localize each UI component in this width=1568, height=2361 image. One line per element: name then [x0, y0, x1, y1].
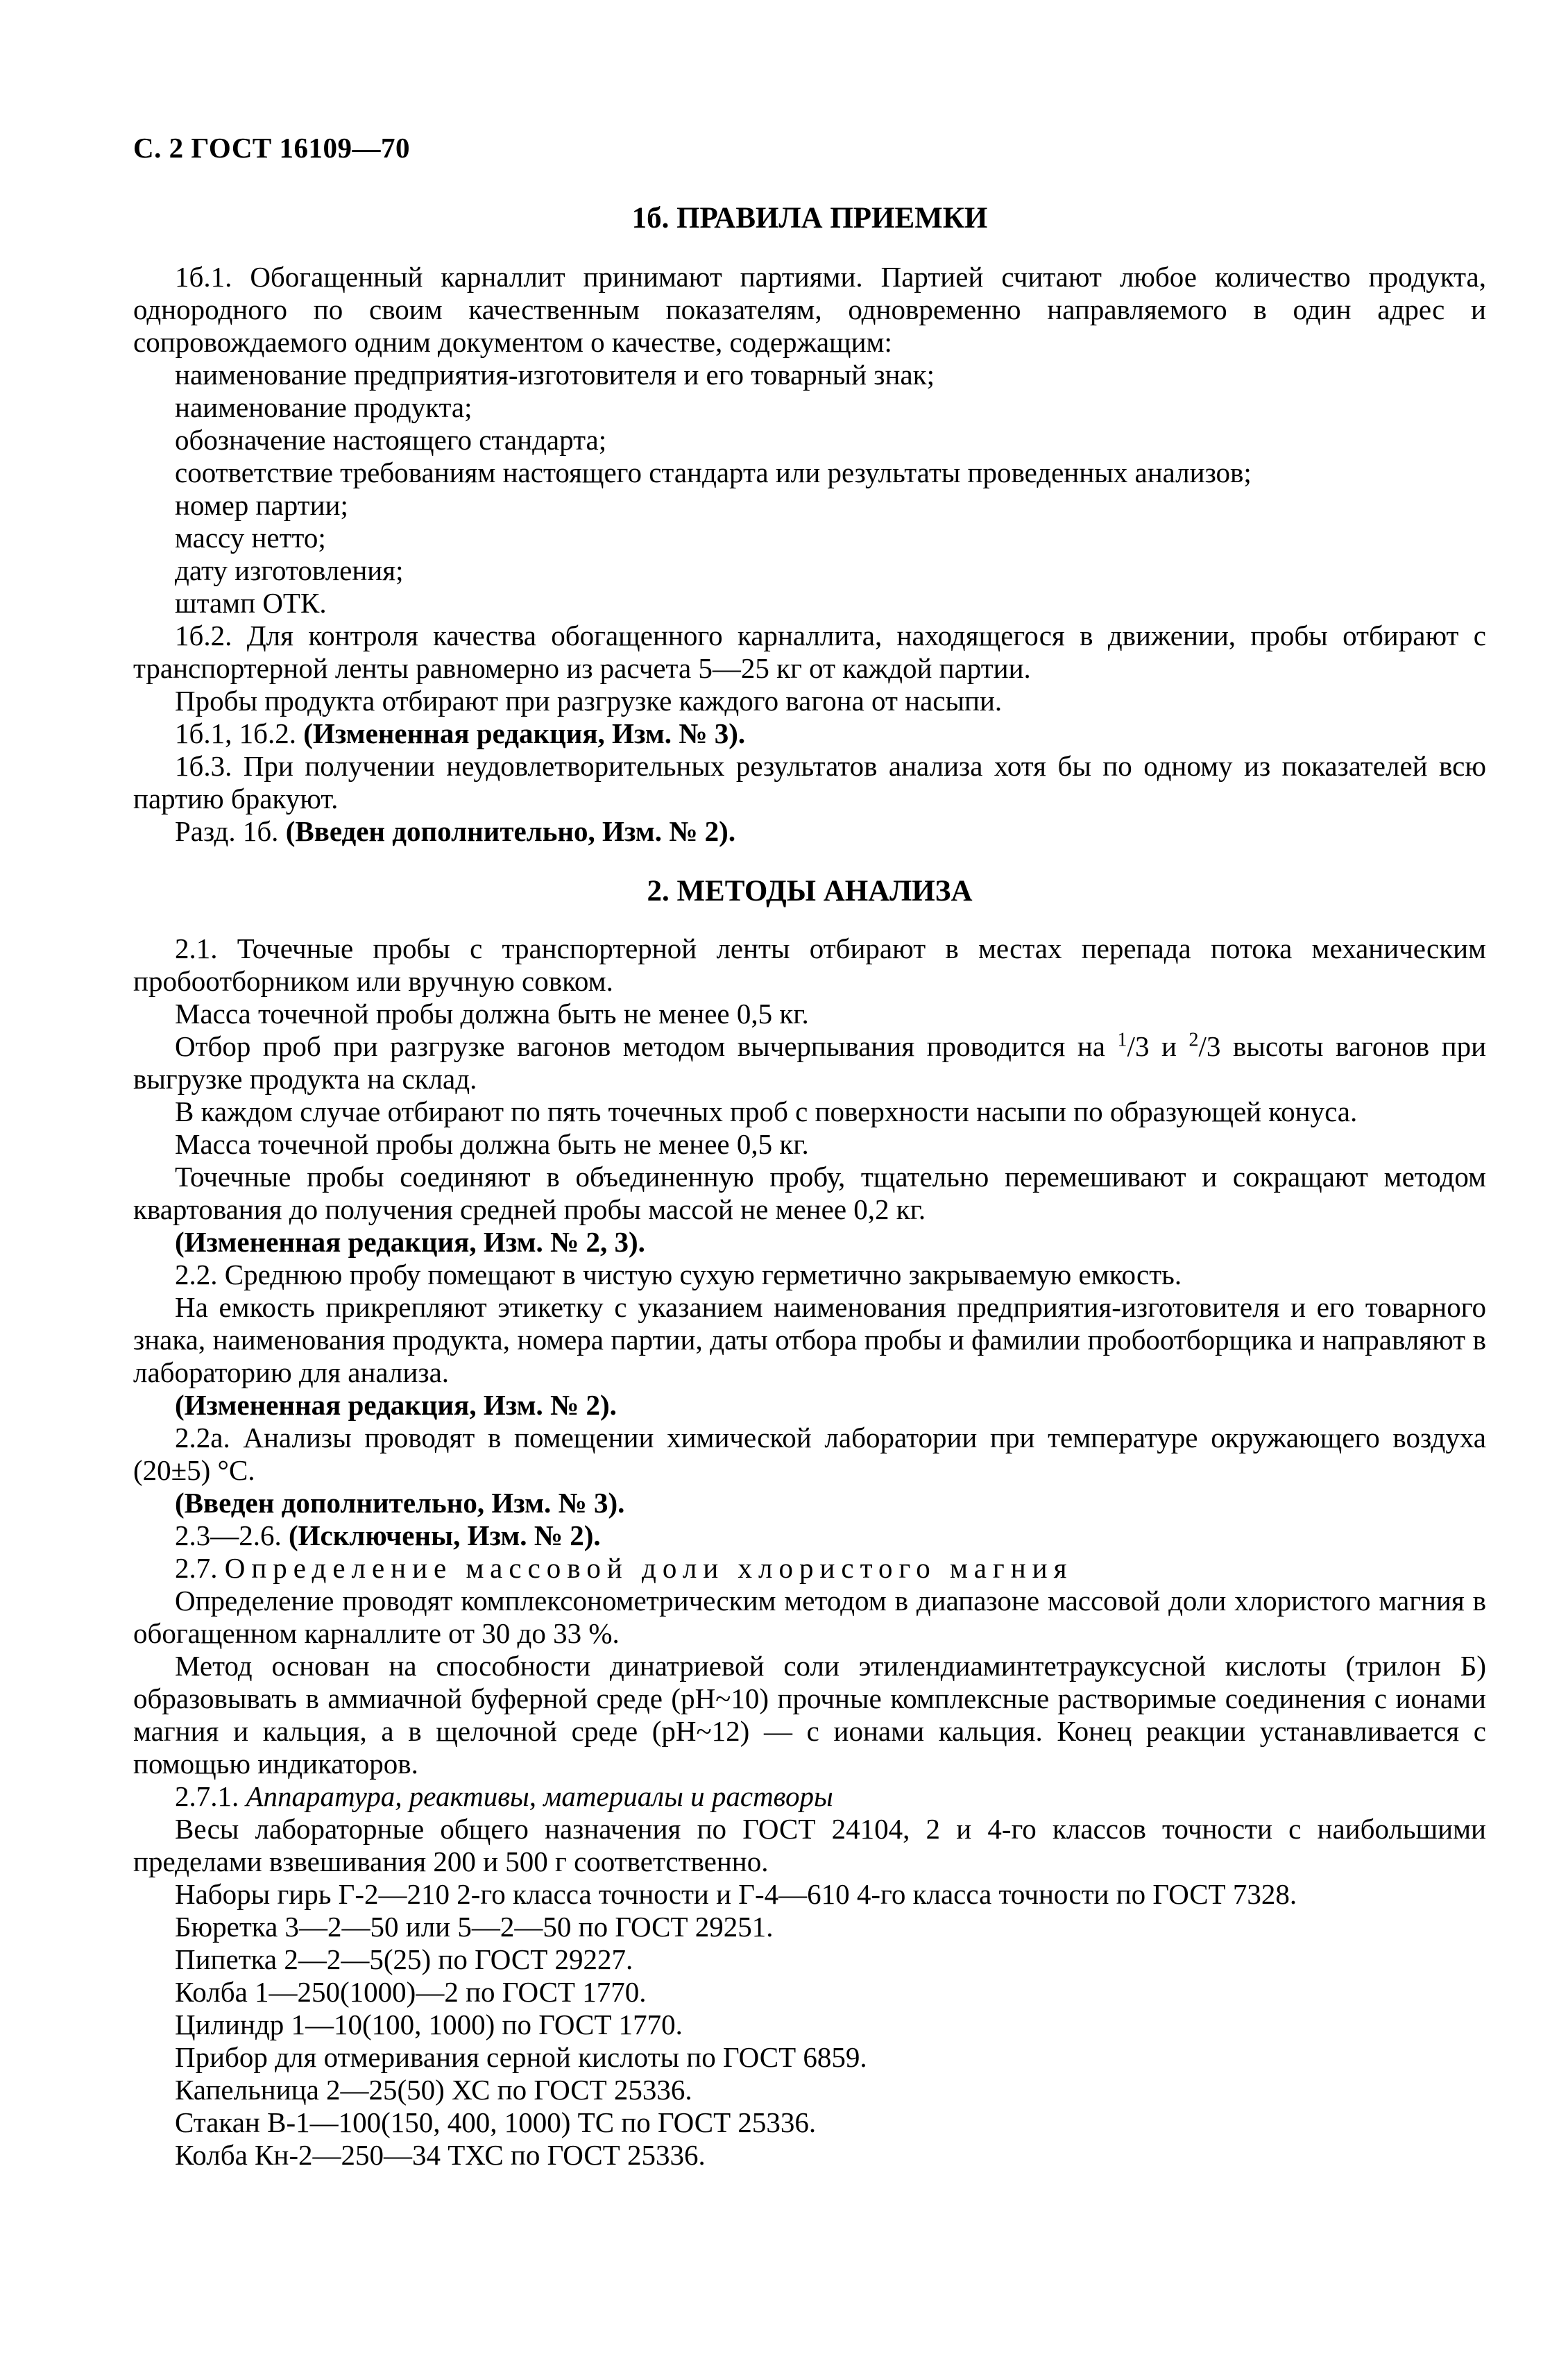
fraction-numerator: 2	[1188, 1029, 1199, 1051]
fraction-denominator: /3	[1127, 1030, 1150, 1062]
paragraph-2-7-1	[133, 1780, 1486, 1813]
equipment-item: Колба 1—250(1000)—2 по ГОСТ 1770.	[175, 1976, 647, 2008]
clause-number: 2.7.1.	[175, 1780, 239, 1812]
subsection-title: Определение массовой доли хлористого магния	[224, 1552, 1073, 1584]
clause-reference: Разд. 1б.	[175, 815, 279, 847]
equipment-item: Пипетка 2—2—5(25) по ГОСТ 29227.	[175, 1943, 633, 1975]
paragraph-method: Определение проводят комплексонометрическим методом в диапазоне массовой доли хлористого магния в обогащенном карналлите от 30 до 33 %.	[133, 1585, 1486, 1649]
paragraph-2-2a: 2.2а. Анализы проводят в помещении химической лаборатории при температуре окружающего воздуха (20±5) °С.	[133, 1422, 1486, 1486]
paragraph-scales: Весы лабораторные общего назначения по ГОСТ 24104, 2 и 4-го классов точности с наибольшими пределами взвешивания 200 и 500 г соответственно.	[133, 1813, 1486, 1877]
list-item: штамп ОТК.	[175, 587, 327, 619]
paragraph-amendment-1b	[133, 717, 1486, 750]
paragraph-2-3	[133, 1519, 1486, 1552]
list-item: номер партии;	[175, 489, 348, 521]
fraction-denominator: /3	[1198, 1030, 1221, 1062]
paragraph-five-samples: В каждом случае отбирают по пять точечных проб с поверхности насыпи по образующей конуса.	[175, 1096, 1358, 1127]
amendment-note: (Измененная редакция, Изм. № 2).	[175, 1389, 617, 1421]
text-column	[133, 201, 1486, 2172]
equipment-item: Прибор для отмеривания серной кислоты по ГОСТ 6859.	[175, 2041, 867, 2073]
amendment-note: (Измененная редакция, Изм. № 2, 3).	[175, 1226, 645, 1258]
list-item: наименование предприятия-изготовителя и его товарный знак;	[175, 359, 935, 391]
clause-reference: 1б.1, 1б.2.	[175, 717, 296, 749]
paragraph-1b1: 1б.1. Обогащенный карналлит принимают партиями. Партией считают любое количество продукта, однородного по своим качественным показателям, одновременно направляемого в один адрес и сопровождаемого одним документом о качестве, содержащим:	[133, 261, 1486, 358]
paragraph-section-note	[133, 815, 1486, 848]
paragraph-1b2: 1б.2. Для контроля качества обогащенного карналлита, находящегося в движении, пробы отбирают с транспортерной ленты равномерно из расчета 5—25 кг от каждой партии.	[133, 620, 1486, 684]
amendment-note: (Введен дополнительно, Изм. № 3).	[175, 1487, 625, 1519]
paragraph-mass: Масса точечной пробы должна быть не менее 0,5 кг.	[175, 1128, 809, 1160]
equipment-item: Капельница 2—25(50) ХС по ГОСТ 25336.	[175, 2074, 692, 2106]
amendment-note: (Исключены, Изм. № 2).	[289, 1519, 601, 1551]
running-head: С. 2 ГОСТ 16109—70	[133, 132, 411, 164]
equipment-item: Бюретка 3—2—50 или 5—2—50 по ГОСТ 29251.	[175, 1911, 774, 1943]
amendment-note: (Измененная редакция, Изм. № 3).	[303, 717, 746, 749]
amendment-note: (Введен дополнительно, Изм. № 2).	[285, 815, 736, 847]
equipment-item: Стакан В-1—100(150, 400, 1000) ТС по ГОСТ 25336.	[175, 2106, 817, 2138]
section-title-acceptance-rules: 1б. ПРАВИЛА ПРИЕМКИ	[631, 202, 988, 235]
paragraph-unloading: Пробы продукта отбирают при разгрузке каждого вагона от насыпи.	[175, 685, 1003, 717]
paragraph-1b3: 1б.3. При получении неудовлетворительных результатов анализа хотя бы по одному из показателей всю партию бракуют.	[133, 750, 1486, 815]
paragraph-combine: Точечные пробы соединяют в объединенную пробу, тщательно перемешивают и сокращают методом квартования до получения средней пробы массой не менее 0,2 кг.	[133, 1161, 1486, 1225]
paragraph-wagon-sampling: Отбор проб при разгрузке вагонов методом вычерпывания проводится на $^1$/3 и $^2$/3 высоты вагонов при выгрузке продукта на склад.	[133, 1029, 1487, 1095]
equipment-item: Цилиндр 1—10(100, 1000) по ГОСТ 1770.	[175, 2009, 683, 2040]
equipment-item: Колба Кн-2—250—34 ТХС по ГОСТ 25336.	[175, 2139, 706, 2171]
paragraph-basis: Метод основан на способности динатриевой соли этилендиаминтетрауксусной кислоты (трилон Б) образовывать в аммиачной буферной среде (рН~10) прочные комплексные растворимые соединения с ионами магния и кальция, а в щелочной среде (рН~12) — с ионами кальция. Конец реакции устанавливается с помощью индикаторов.	[133, 1650, 1486, 1780]
paragraph-2-7	[133, 1552, 1486, 1585]
paragraph-2-1: 2.1. Точечные пробы с транспортерной ленты отбирают в местах перепада потока механическим пробоотборником или вручную совком.	[133, 932, 1486, 997]
section-title-analysis-methods: 2. МЕТОДЫ АНАЛИЗА	[647, 875, 973, 907]
list-item: массу нетто;	[175, 522, 326, 554]
equipment-item: Наборы гирь Г-2—210 2-го класса точности и Г-4—610 4-го класса точности по ГОСТ 7328.	[175, 1878, 1297, 1910]
list-item: обозначение настоящего стандарта;	[175, 424, 607, 456]
paragraph-label: На емкость прикрепляют этикетку с указанием наименования предприятия-изготовителя и его товарного знака, наименования продукта, номера партии, даты отбора пробы и фамилии пробоотборщика и направляют в лабораторию для анализа.	[133, 1291, 1486, 1388]
list-item: наименование продукта;	[175, 391, 472, 423]
list-item: дату изготовления;	[175, 554, 404, 586]
list-item: соответствие требованиям настоящего стандарта или результаты проведенных анализов;	[175, 457, 1252, 488]
paragraph-2-2: 2.2. Среднюю пробу помещают в чистую сухую герметично закрываемую емкость.	[175, 1259, 1182, 1290]
subsection-title: Аппаратура, реактивы, материалы и растворы	[246, 1780, 833, 1812]
clause-reference: 2.3—2.6.	[175, 1519, 282, 1551]
clause-number: 2.7.	[175, 1552, 218, 1584]
fraction-numerator: 1	[1117, 1029, 1127, 1051]
paragraph-mass: Масса точечной пробы должна быть не менее 0,5 кг.	[175, 998, 809, 1030]
